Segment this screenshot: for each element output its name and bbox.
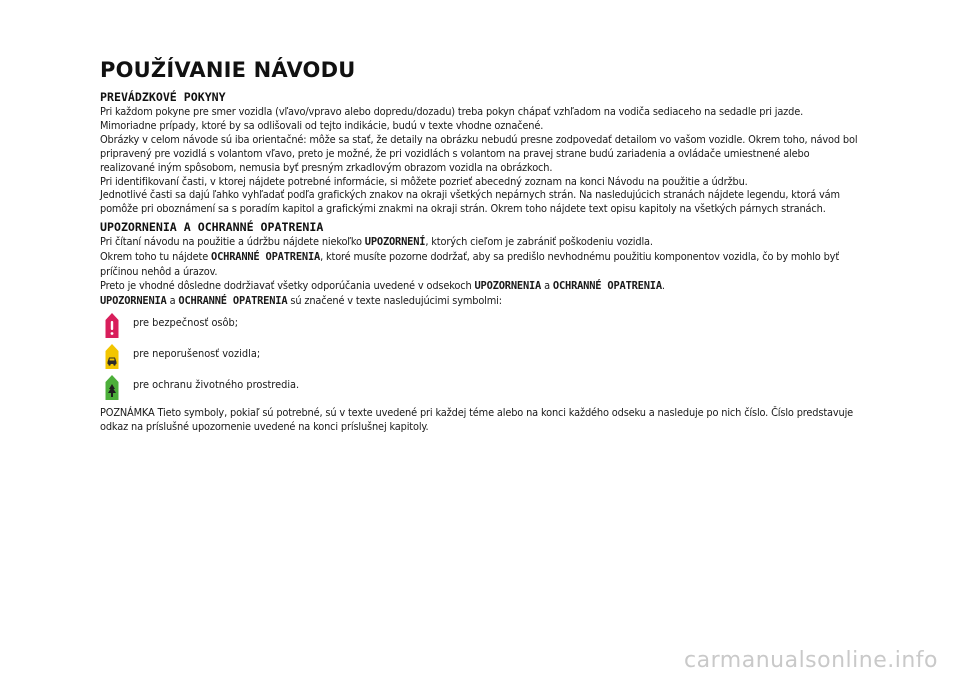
watermark: carmanualsonline.info [684,648,938,673]
paragraph-follow-advice: Preto je vhodné dôsledne dodržiavať všetky odporúčania uvedené v odsekoch UPOZORNENIA a OCHRANNÉ OPATRENIA. [100,278,665,292]
paragraph-warnings-intro: Pri čítaní návodu na použitie a údržbu nájdete niekoľko UPOZORNENÍ, ktorých cieľom je zabrániť poškodeniu vozidla. [100,235,653,249]
emphasis-warnings: UPOZORNENÍ [364,236,426,249]
section-heading-warnings: UPOZORNENIA A OCHRANNÉ OPATRENIA [100,220,324,235]
paragraph-symbols-intro: UPOZORNENIA a OCHRANNÉ OPATRENIA sú značené v texte nasledujúcimi symbolmi: [100,293,502,307]
emphasis-precautions: OCHRANNÉ OPATRENIA [178,294,288,307]
paragraph-note: POZNÁMKA Tieto symboly, pokiaľ sú potrebné, sú v texte uvedené pri každej téme alebo na konci každého odseku a nasleduje po nich číslo. Číslo predstavuje odkaz na príslušné upozornenie uvedené na konci príslušnej kapitoly. [100,405,854,433]
emphasis-warnings: UPOZORNENIA [474,279,542,292]
symbol-row-environment [100,374,860,402]
emphasis-warnings: UPOZORNENIA [100,294,167,307]
symbol-label-persons: pre bezpečnosť osôb; [133,315,239,329]
person-warning-icon [102,312,122,340]
paragraph-index: Pri identifikovaní časti, v ktorej nájdete potrebné informácie, si môžete pozrieť abecedný zoznam na konci Návodu na použitie a údržbu. [100,174,748,188]
paragraph-images: Obrázky v celom návode sú iba orientačné: môže sa stať, že detaily na obrázku nebudú presne zodpovedať detailom vo vašom vozidle. Okrem toho, návod bol pripravený pre vozidlá s volantom vľavo, preto je možné, že pri vozidlách s volantom na pravej strane budú zariadenia a ovládače umiestnené alebo realizované iným spôsobom, nemusia byť presným zrkadlovým obrazom vozidla na obrázkoch. [100,132,858,174]
symbol-row-vehicle [100,343,860,371]
symbol-label-vehicle: pre neporušenosť vozidla; [133,346,261,360]
environment-warning-icon [102,374,122,402]
symbol-label-environment: pre ochranu životného prostredia. [133,377,300,391]
paragraph-direction: Pri každom pokyne pre smer vozidla (vľavo/vpravo alebo dopredu/dozadu) treba pokyn chápať vzhľadom na vodiča sediaceho na sedadle pri jazde. Mimoriadne prípady, ktoré by sa odlišovali od tejto indikácie, budú v texte vhodne označené. [100,105,804,132]
section-heading-operating-instructions: PREVÁDZKOVÉ POKYNY [100,90,226,104]
emphasis-precautions: OCHRANNÉ OPATRENIA [211,251,321,264]
paragraph-sections: Jednotlivé časti sa dajú ľahko vyhľadať podľa grafických znakov na okraji všetkých nepárnych strán. Na nasledujúcich stranách nájdete legendu, ktorá vám pomôže pri oboznámení sa s poradím kapitol a grafickými znakmi na okraji strán. Okrem toho nájdete text opisu kapitoly na všetkých párnych stranách. [100,188,840,216]
emphasis-precautions: OCHRANNÉ OPATRENIA [552,279,662,292]
symbol-row-persons [100,312,860,340]
vehicle-warning-icon [102,343,122,371]
page-title: POUŽÍVANIE NÁVODU [100,58,356,82]
manual-page [100,58,860,434]
paragraph-precautions: Okrem toho tu nájdete OCHRANNÉ OPATRENIA, ktoré musíte pozorne dodržať, aby sa predišlo nevhodnému použitiu komponentov vozidla, čo by mohlo byť príčinou nehôd a úrazov. [100,250,840,279]
